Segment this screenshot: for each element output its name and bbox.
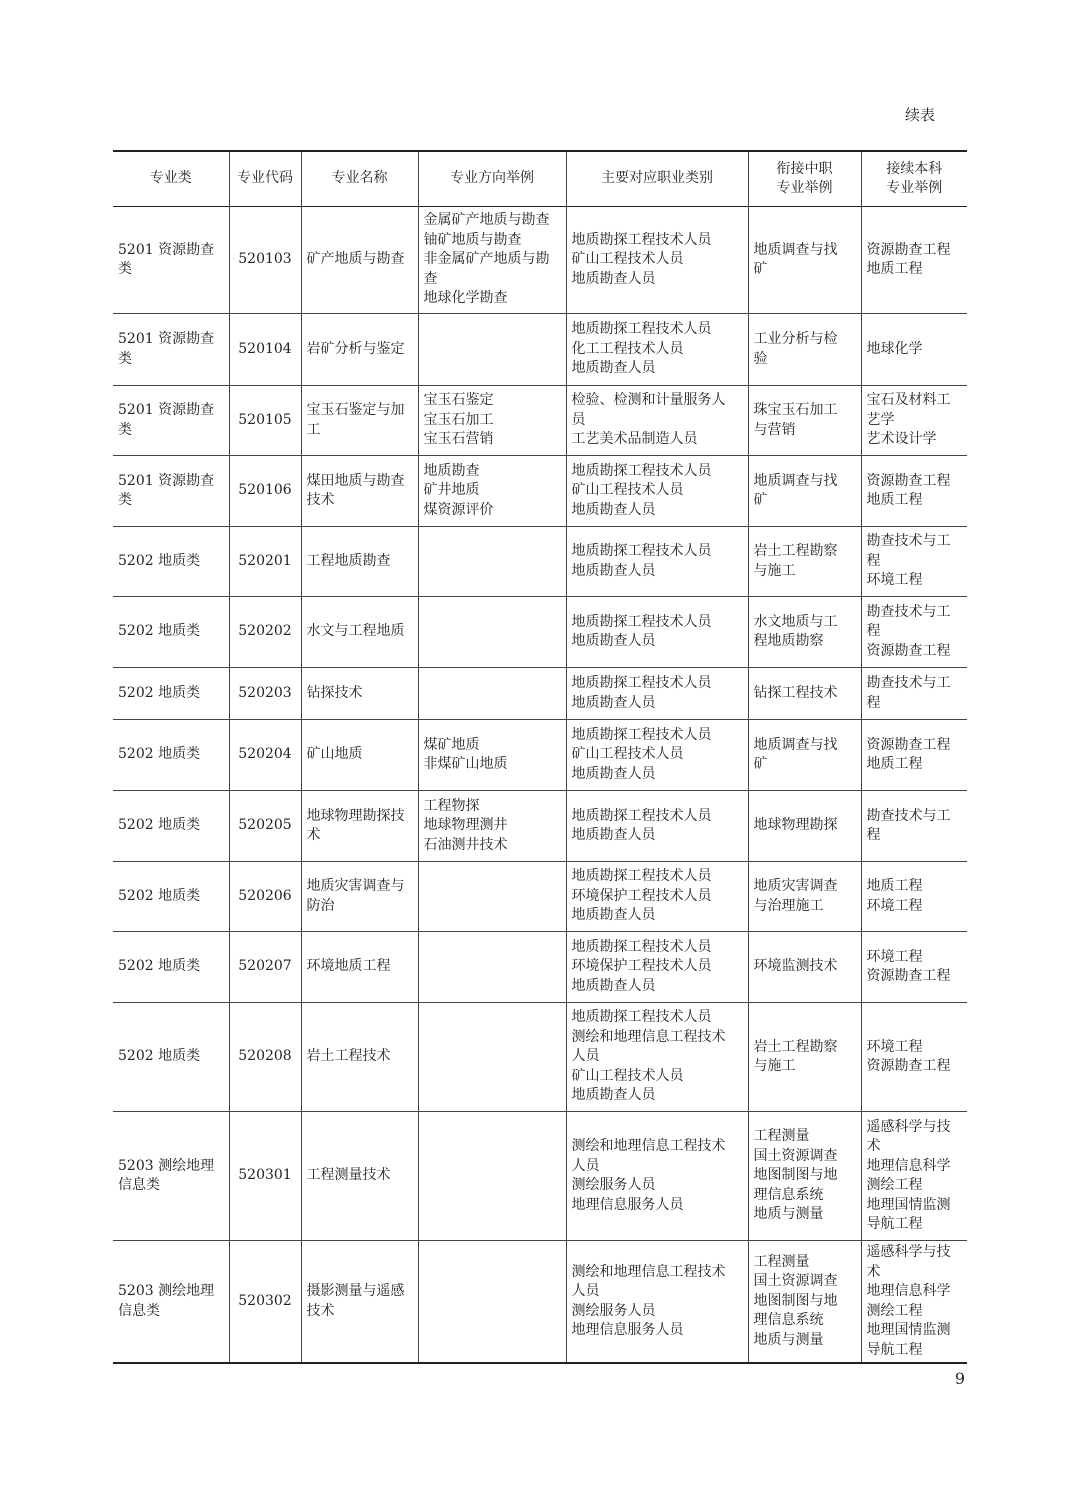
- undergrad-majors-cell: 环境工程 资源勘查工程: [861, 1003, 967, 1112]
- secondary-majors-cell: 水文地质与工 程地质勘察: [748, 597, 861, 668]
- secondary-majors-cell: 地球物理勘探: [748, 791, 861, 862]
- header-occupations: 主要对应职业类别: [566, 151, 748, 207]
- directions-cell: 金属矿产地质与勘查 铀矿地质与勘查 非金属矿产地质与勘 查 地球化学勘查: [418, 207, 566, 314]
- undergrad-majors-cell: 地质工程 环境工程: [861, 862, 967, 932]
- table-row: [113, 932, 967, 1003]
- undergrad-majors-cell: 环境工程 资源勘查工程: [861, 932, 967, 1003]
- major-name-cell: 宝玉石鉴定与加 工: [301, 386, 418, 456]
- secondary-majors-cell: 地质调查与找 矿: [748, 207, 861, 314]
- secondary-majors-cell: 岩土工程勘察 与施工: [748, 1003, 861, 1112]
- undergrad-majors-cell: 勘查技术与工 程 环境工程: [861, 527, 967, 597]
- code-cell: 520208: [229, 1003, 301, 1112]
- code-cell: 520105: [229, 386, 301, 456]
- major-name-cell: 工程地质勘查: [301, 527, 418, 597]
- major-name-cell: 矿山地质: [301, 720, 418, 791]
- directions-cell: [418, 932, 566, 1003]
- occupations-cell: 地质勘探工程技术人员 测绘和地理信息工程技术 人员 矿山工程技术人员 地质勘查人员: [566, 1003, 748, 1112]
- undergrad-majors-cell: 遥感科学与技术 地理信息科学 测绘工程 地理国情监测 导航工程: [861, 1241, 967, 1364]
- code-cell: 520202: [229, 597, 301, 668]
- table-row: [113, 720, 967, 791]
- occupations-cell: 地质勘探工程技术人员 矿山工程技术人员 地质勘查人员: [566, 456, 748, 527]
- category-cell: 5202 地质类: [113, 668, 229, 720]
- header-category: 专业类: [113, 151, 229, 207]
- undergrad-majors-cell: 资源勘查工程 地质工程: [861, 456, 967, 527]
- header-name: 专业名称: [301, 151, 418, 207]
- directions-cell: 工程物探 地球物理测井 石油测井技术: [418, 791, 566, 862]
- occupations-cell: 地质勘探工程技术人员 地质勘查人员: [566, 791, 748, 862]
- table-header-row: [113, 151, 967, 207]
- directions-cell: 宝玉石鉴定 宝玉石加工 宝玉石营销: [418, 386, 566, 456]
- code-cell: 520104: [229, 314, 301, 386]
- occupations-cell: 测绘和地理信息工程技术 人员 测绘服务人员 地理信息服务人员: [566, 1241, 748, 1364]
- secondary-majors-cell: 工程测量 国土资源调查 地图制图与地 理信息系统 地质与测量: [748, 1241, 861, 1364]
- undergrad-majors-cell: 勘查技术与工 程: [861, 668, 967, 720]
- code-cell: 520103: [229, 207, 301, 314]
- directions-cell: [418, 1241, 566, 1364]
- directions-cell: [418, 1003, 566, 1112]
- continued-label: 续表: [904, 106, 935, 124]
- secondary-majors-cell: 钻探工程技术: [748, 668, 861, 720]
- occupations-cell: 地质勘探工程技术人员 化工工程技术人员 地质勘查人员: [566, 314, 748, 386]
- table-row: [113, 456, 967, 527]
- occupations-cell: 地质勘探工程技术人员 地质勘查人员: [566, 527, 748, 597]
- secondary-majors-cell: 岩土工程勘察 与施工: [748, 527, 861, 597]
- occupations-cell: 地质勘探工程技术人员 环境保护工程技术人员 地质勘查人员: [566, 932, 748, 1003]
- category-cell: 5202 地质类: [113, 932, 229, 1003]
- directions-cell: [418, 597, 566, 668]
- category-cell: 5202 地质类: [113, 527, 229, 597]
- undergrad-majors-cell: 勘查技术与工 程 资源勘查工程: [861, 597, 967, 668]
- table-row: [113, 597, 967, 668]
- table-row: [113, 862, 967, 932]
- header-undergrad: 接续本科 专业举例: [861, 151, 967, 207]
- undergrad-majors-cell: 遥感科学与技 术 地理信息科学 测绘工程 地理国情监测 导航工程: [861, 1112, 967, 1241]
- occupations-cell: 地质勘探工程技术人员 地质勘查人员: [566, 668, 748, 720]
- directions-cell: 地质勘查 矿井地质 煤资源评价: [418, 456, 566, 527]
- page-number: 9: [954, 1369, 965, 1388]
- category-cell: 5202 地质类: [113, 791, 229, 862]
- category-cell: 5203 测绘地理 信息类: [113, 1241, 229, 1364]
- directions-cell: [418, 668, 566, 720]
- code-cell: 520207: [229, 932, 301, 1003]
- category-cell: 5202 地质类: [113, 720, 229, 791]
- category-cell: 5202 地质类: [113, 1003, 229, 1112]
- code-cell: 520205: [229, 791, 301, 862]
- majors-table: [113, 150, 967, 1364]
- major-name-cell: 岩土工程技术: [301, 1003, 418, 1112]
- occupations-cell: 检验、检测和计量服务人 员 工艺美术品制造人员: [566, 386, 748, 456]
- directions-cell: [418, 314, 566, 386]
- occupations-cell: 地质勘探工程技术人员 矿山工程技术人员 地质勘查人员: [566, 720, 748, 791]
- major-name-cell: 岩矿分析与鉴定: [301, 314, 418, 386]
- table-row: [113, 386, 967, 456]
- undergrad-majors-cell: 资源勘查工程 地质工程: [861, 207, 967, 314]
- secondary-majors-cell: 环境监测技术: [748, 932, 861, 1003]
- undergrad-majors-cell: 宝石及材料工 艺学 艺术设计学: [861, 386, 967, 456]
- table-row: [113, 1241, 967, 1364]
- secondary-majors-cell: 工业分析与检 验: [748, 314, 861, 386]
- undergrad-majors-cell: 地球化学: [861, 314, 967, 386]
- secondary-majors-cell: 工程测量 国土资源调查 地图制图与地 理信息系统 地质与测量: [748, 1112, 861, 1241]
- major-name-cell: 地质灾害调查与 防治: [301, 862, 418, 932]
- secondary-majors-cell: 地质调查与找 矿: [748, 456, 861, 527]
- occupations-cell: 地质勘探工程技术人员 地质勘查人员: [566, 597, 748, 668]
- major-name-cell: 矿产地质与勘查: [301, 207, 418, 314]
- undergrad-majors-cell: 勘查技术与工 程: [861, 791, 967, 862]
- directions-cell: [418, 527, 566, 597]
- code-cell: 520302: [229, 1241, 301, 1364]
- table-row: [113, 314, 967, 386]
- secondary-majors-cell: 地质调查与找 矿: [748, 720, 861, 791]
- undergrad-majors-cell: 资源勘查工程 地质工程: [861, 720, 967, 791]
- occupations-cell: 地质勘探工程技术人员 环境保护工程技术人员 地质勘查人员: [566, 862, 748, 932]
- secondary-majors-cell: 地质灾害调查 与治理施工: [748, 862, 861, 932]
- category-cell: 5203 测绘地理 信息类: [113, 1112, 229, 1241]
- occupations-cell: 地质勘探工程技术人员 矿山工程技术人员 地质勘查人员: [566, 207, 748, 314]
- directions-cell: [418, 1112, 566, 1241]
- major-name-cell: 煤田地质与勘查 技术: [301, 456, 418, 527]
- secondary-majors-cell: 珠宝玉石加工 与营销: [748, 386, 861, 456]
- category-cell: 5201 资源勘查 类: [113, 207, 229, 314]
- category-cell: 5202 地质类: [113, 862, 229, 932]
- category-cell: 5202 地质类: [113, 597, 229, 668]
- major-name-cell: 工程测量技术: [301, 1112, 418, 1241]
- major-name-cell: 水文与工程地质: [301, 597, 418, 668]
- directions-cell: 煤矿地质 非煤矿山地质: [418, 720, 566, 791]
- header-secondary: 衔接中职 专业举例: [748, 151, 861, 207]
- table-row: [113, 791, 967, 862]
- table-row: [113, 207, 967, 314]
- header-directions: 专业方向举例: [418, 151, 566, 207]
- table-row: [113, 668, 967, 720]
- category-cell: 5201 资源勘查 类: [113, 386, 229, 456]
- code-cell: 520201: [229, 527, 301, 597]
- category-cell: 5201 资源勘查 类: [113, 314, 229, 386]
- table-row: [113, 1112, 967, 1241]
- code-cell: 520203: [229, 668, 301, 720]
- table-row: [113, 527, 967, 597]
- header-code: 专业代码: [229, 151, 301, 207]
- major-name-cell: 钻探技术: [301, 668, 418, 720]
- code-cell: 520301: [229, 1112, 301, 1241]
- occupations-cell: 测绘和地理信息工程技术 人员 测绘服务人员 地理信息服务人员: [566, 1112, 748, 1241]
- code-cell: 520106: [229, 456, 301, 527]
- code-cell: 520206: [229, 862, 301, 932]
- directions-cell: [418, 862, 566, 932]
- code-cell: 520204: [229, 720, 301, 791]
- category-cell: 5201 资源勘查 类: [113, 456, 229, 527]
- major-name-cell: 地球物理勘探技 术: [301, 791, 418, 862]
- table-row: [113, 1003, 967, 1112]
- major-name-cell: 环境地质工程: [301, 932, 418, 1003]
- major-name-cell: 摄影测量与遥感 技术: [301, 1241, 418, 1364]
